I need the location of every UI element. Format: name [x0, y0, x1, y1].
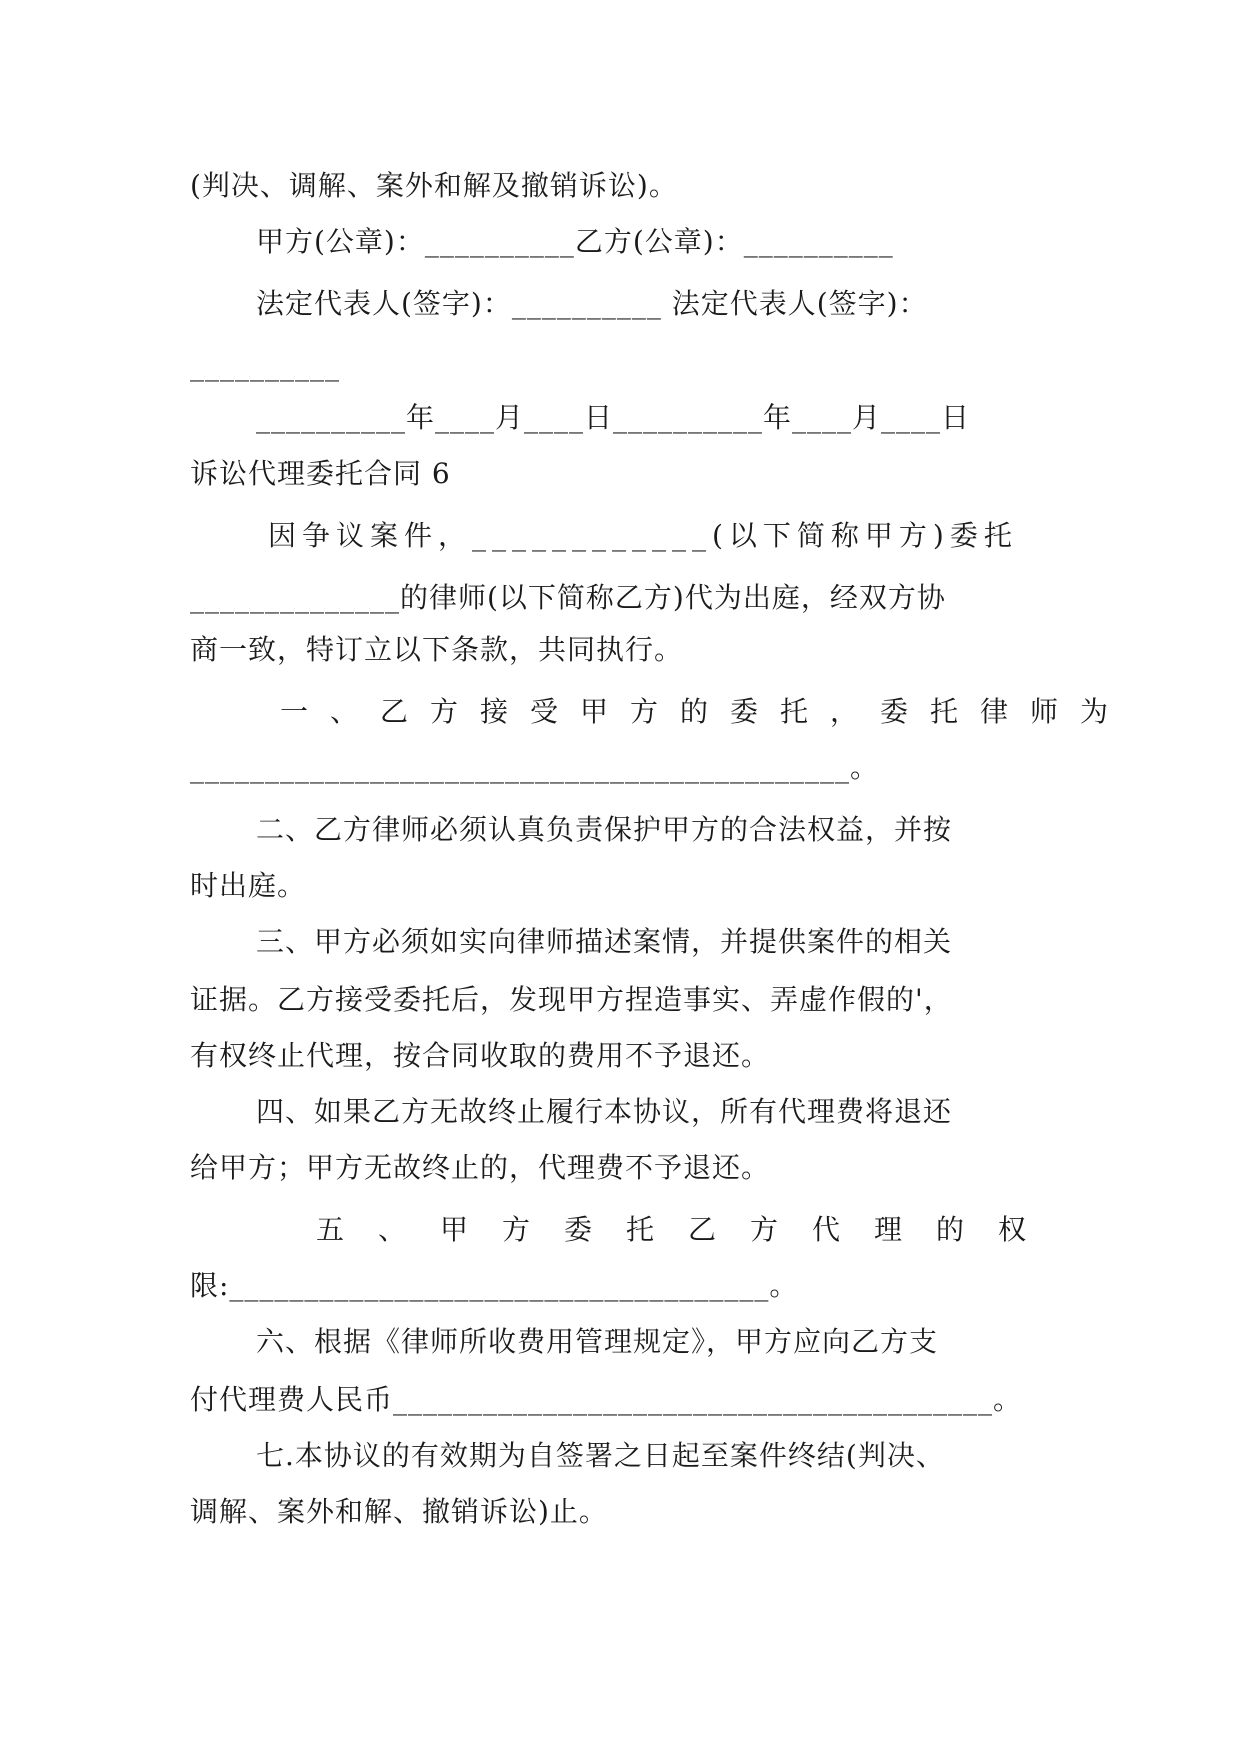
text-line: (判决、调解、案外和解及撤销诉讼)。 [190, 169, 678, 202]
text-line: 一、乙方接受甲方的委托，委托律师为 [280, 695, 1131, 728]
text-line: 证据。乙方接受委托后，发现甲方捏造事实、弄虚作假的'， [190, 983, 953, 1016]
text-line: __________年____月____日__________年____月____日 [256, 401, 971, 434]
text-line: 三、甲方必须如实向律师描述案情，并提供案件的相关 [256, 925, 953, 958]
text-line: 甲方(公章)：__________乙方(公章)：__________ [256, 225, 894, 258]
text-line: 法定代表人(签字)：__________ 法定代表人(签字)： [256, 287, 928, 320]
text-line: 因争议案件，____________(以下简称甲方)委托 [268, 519, 1018, 552]
text-line: ____________________________________________。 [190, 751, 880, 784]
text-line: __________ [190, 349, 340, 382]
text-line: ______________的律师(以下简称乙方)代为出庭，经双方协 [190, 581, 946, 614]
text-line: 四、如果乙方无故终止履行本协议，所有代理费将退还 [256, 1095, 953, 1128]
text-line: 给甲方；甲方无故终止的，代理费不予退还。 [190, 1151, 771, 1184]
text-line: 七.本协议的有效期为自签署之日起至案件终结(判决、 [256, 1439, 945, 1472]
text-line: 二、乙方律师必须认真负责保护甲方的合法权益，并按 [256, 813, 953, 846]
text-line: 有权终止代理，按合同收取的费用不予退还。 [190, 1039, 771, 1072]
text-line: 六、根据《律师所收费用管理规定》，甲方应向乙方支 [256, 1325, 939, 1358]
text-line: 五、甲方委托乙方代理的权 [316, 1213, 1061, 1246]
text-line: 商一致，特订立以下条款，共同执行。 [190, 633, 684, 666]
text-line: 付代理费人民币________________________________________。 [190, 1383, 1023, 1416]
text-line: 调解、案外和解、撤销诉讼)止。 [190, 1495, 608, 1528]
text-line: 限:____________________________________。 [190, 1269, 799, 1302]
section-heading: 诉讼代理委托合同 6 [190, 457, 451, 490]
text-line: 时出庭。 [190, 869, 307, 902]
